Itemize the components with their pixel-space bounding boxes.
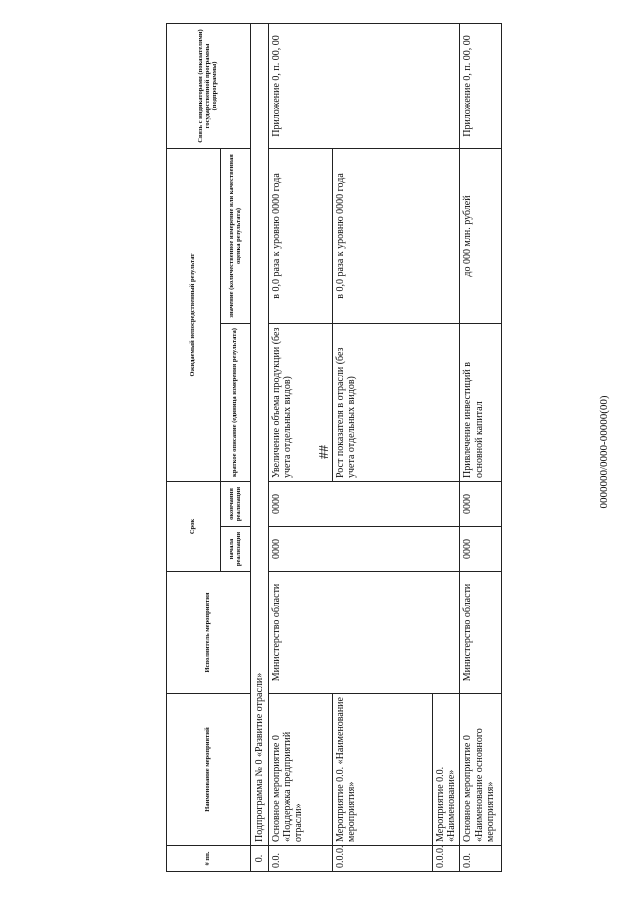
row-name: Мероприятие 0.0. «Наименование мероприятия»	[333, 694, 433, 846]
row-name: Основное мероприятие 0 «Поддержка предприятий отрасли»	[269, 694, 333, 846]
row-desc: Привлечение инвестиций в основной капитал	[460, 324, 502, 482]
header-end: окончания реализации	[221, 482, 251, 527]
header-row-1	[167, 24, 221, 872]
row-end: 0000	[269, 482, 460, 527]
row-value: в 0,0 раза к уровню 0000 года	[269, 149, 333, 324]
table-row	[333, 24, 433, 872]
measures-table	[166, 23, 502, 872]
row-link: Приложение 0, п. 00, 00	[269, 24, 460, 149]
row-num: 0.0.	[460, 846, 502, 872]
row-executor: Министерство области	[460, 572, 502, 694]
header-executor: Исполнитель мероприятия	[167, 572, 251, 694]
header-short-desc: краткое описание (единица измерения результата)	[221, 324, 251, 482]
row-desc: Рост показателя в отрасли (без учета отдельных видов)	[333, 324, 460, 482]
header-name: Наименование мероприятий	[167, 694, 251, 846]
row-end: 0000	[460, 482, 502, 527]
header-period: Срок	[167, 482, 221, 572]
row-name: Основное мероприятие 0 «Наименование основного мероприятия»	[460, 694, 502, 846]
header-value: значение (количественное измерение или качественная оценка результата)	[221, 149, 251, 324]
header-num: # пп.	[167, 846, 251, 872]
row-start: 0000	[460, 527, 502, 572]
table-row	[460, 24, 502, 872]
subprogram-row	[251, 24, 269, 872]
header-link: Связь с индикаторами (показателями) государственной программы (подпрограммы)	[167, 24, 251, 149]
subprogram-title: Подпрограмма № 0 «Развитие отрасли»	[251, 24, 269, 846]
header-result: Ожидаемый непосредственный результат	[167, 149, 221, 482]
row-num: 0.0.	[269, 846, 333, 872]
row-num: 0.0.0.	[433, 846, 460, 872]
table-row	[269, 24, 333, 872]
row-num: 0.0.0.	[333, 846, 433, 872]
row-desc: Увеличение объема продукции (без учета отдельных видов)	[269, 324, 333, 482]
row-name: Мероприятие 0.0. «Наименование»	[433, 694, 460, 846]
row-start: 0000	[269, 527, 460, 572]
subprogram-num: 0.	[251, 846, 269, 872]
row-value: до 000 млн. рублей	[460, 149, 502, 324]
rotated-table-wrapper	[166, 24, 502, 872]
header-start: начала реализации	[221, 527, 251, 572]
row-value: в 0,0 раза к уровню 0000 года	[333, 149, 460, 324]
page-number: ##	[317, 445, 332, 459]
row-executor: Министерство области	[269, 572, 460, 694]
document-id: 0000000/0000-00000(00)	[598, 395, 610, 509]
row-link: Приложение 0, п. 00, 00	[460, 24, 502, 149]
